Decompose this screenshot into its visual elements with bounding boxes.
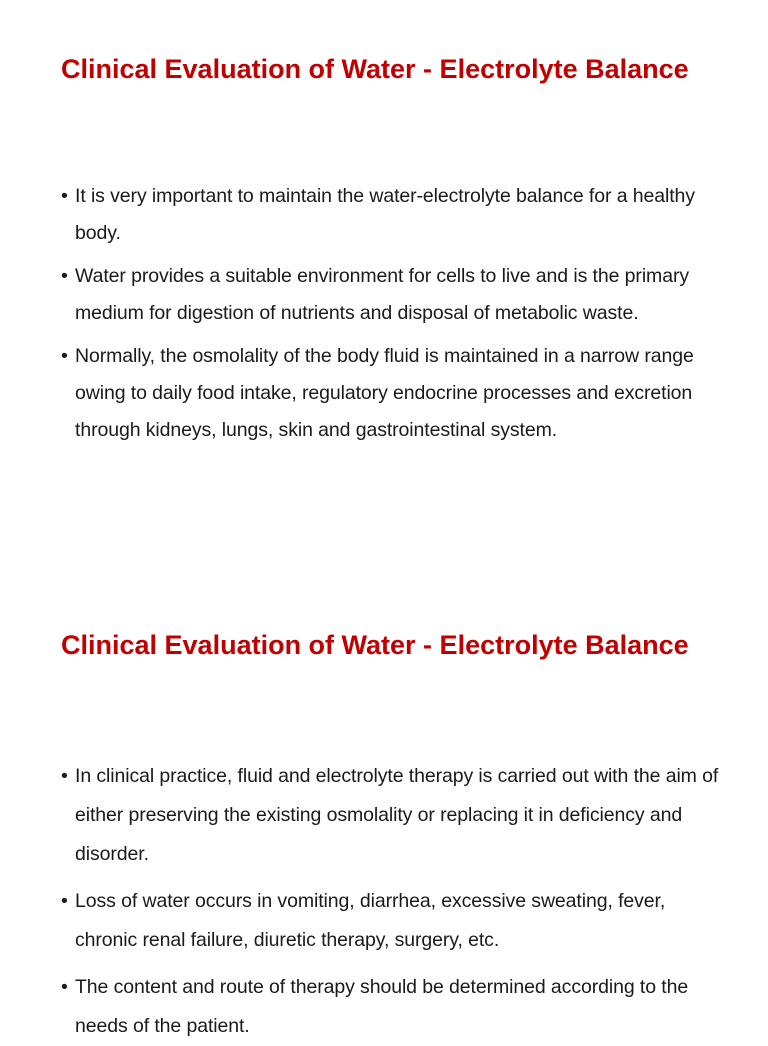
bullet-icon: • bbox=[61, 890, 68, 912]
bullet-icon: • bbox=[61, 185, 68, 207]
bullet-icon: • bbox=[61, 976, 68, 998]
slide-title: Clinical Evaluation of Water - Electrolyte Balance bbox=[61, 54, 689, 84]
bullet-text: Loss of water occurs in vomiting, diarrhea, excessive sweating, fever, chronic renal failure, diuretic therapy, surgery, etc. bbox=[75, 890, 666, 951]
list-item bbox=[61, 338, 721, 449]
bullet-list bbox=[61, 757, 721, 1046]
bullet-icon: • bbox=[61, 765, 68, 787]
list-item bbox=[61, 882, 721, 960]
list-item bbox=[61, 258, 721, 332]
bullet-icon: • bbox=[61, 345, 68, 367]
bullet-text: The content and route of therapy should be determined according to the needs of the patient. bbox=[75, 976, 689, 1037]
slide-title: Clinical Evaluation of Water - Electrolyte Balance bbox=[61, 630, 689, 660]
bullet-text: Normally, the osmolality of the body fluid is maintained in a narrow range owing to daily food intake, regulatory endocrine processes and excretion through kidneys, lungs, skin and gastrointestinal system. bbox=[75, 345, 694, 441]
bullet-icon: • bbox=[61, 265, 68, 287]
bullet-list bbox=[61, 178, 721, 449]
bullet-text: It is very important to maintain the water-electrolyte balance for a healthy body. bbox=[75, 185, 695, 244]
list-item bbox=[61, 757, 721, 874]
bullet-text: Water provides a suitable environment for cells to live and is the primary medium for digestion of nutrients and disposal of metabolic waste. bbox=[75, 265, 689, 324]
bullet-text: In clinical practice, fluid and electrolyte therapy is carried out with the aim of either preserving the existing osmolality or replacing it in deficiency and disorder. bbox=[75, 765, 719, 865]
list-item bbox=[61, 968, 721, 1046]
list-item bbox=[61, 178, 721, 252]
